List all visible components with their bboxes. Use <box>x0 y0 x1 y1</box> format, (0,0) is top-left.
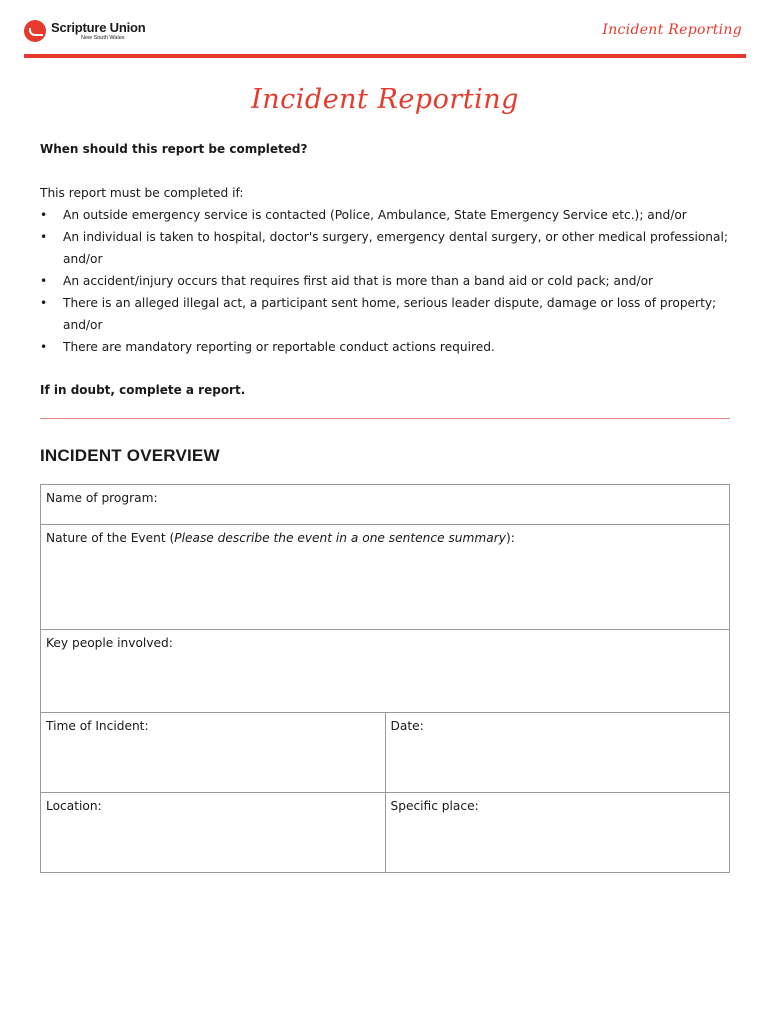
program-field[interactable] <box>41 485 729 524</box>
page-header <box>0 0 770 60</box>
brand-name: Scripture Union <box>51 19 146 35</box>
incident-overview-form <box>40 484 730 873</box>
program-label: Name of program: <box>46 491 158 505</box>
header-rule <box>24 54 746 58</box>
date-field[interactable] <box>385 713 730 792</box>
time-field[interactable] <box>41 713 385 792</box>
intro-text: This report must be completed if: <box>40 186 244 200</box>
question-heading: When should this report be completed? <box>40 142 308 156</box>
brand-sub: New South Wales <box>81 34 125 41</box>
key-people-field[interactable] <box>41 630 729 712</box>
location-label: Location: <box>46 799 102 813</box>
list-item: • An individual is taken to hospital, doctor's surgery, emergency dental surgery, or other medical professional; and/or <box>40 226 730 270</box>
location-field[interactable] <box>41 793 385 872</box>
document-title: Incident Reporting <box>251 84 519 115</box>
date-label: Date: <box>390 719 424 733</box>
criteria-list <box>40 204 730 358</box>
time-label: Time of Incident: <box>46 719 149 733</box>
list-item: • An accident/injury occurs that requires first aid that is more than a band aid or cold pack; and/or <box>40 270 730 292</box>
key-people-label: Key people involved: <box>46 636 173 650</box>
specific-place-field[interactable] <box>385 793 730 872</box>
doubt-note: If in doubt, complete a report. <box>40 383 246 397</box>
list-item: • There are mandatory reporting or reportable conduct actions required. <box>40 336 730 358</box>
nature-hint: Please describe the event in a one sentence summary <box>174 531 506 545</box>
instructions <box>40 138 730 401</box>
section-title: INCIDENT OVERVIEW <box>40 446 220 465</box>
specific-place-label: Specific place: <box>390 799 479 813</box>
nature-field[interactable] <box>41 525 729 629</box>
nature-label-suffix: ): <box>505 531 515 545</box>
logo-mark-icon <box>24 20 46 42</box>
nature-label: Nature of the Event ( <box>46 531 175 545</box>
running-title: Incident Reporting <box>602 22 742 38</box>
section-divider <box>40 418 730 419</box>
scripture-union-logo <box>24 20 146 42</box>
list-item: • An outside emergency service is contacted (Police, Ambulance, State Emergency Service etc.); and/or <box>40 204 730 226</box>
list-item: • There is an alleged illegal act, a participant sent home, serious leader dispute, damage or loss of property; and/or <box>40 292 730 336</box>
